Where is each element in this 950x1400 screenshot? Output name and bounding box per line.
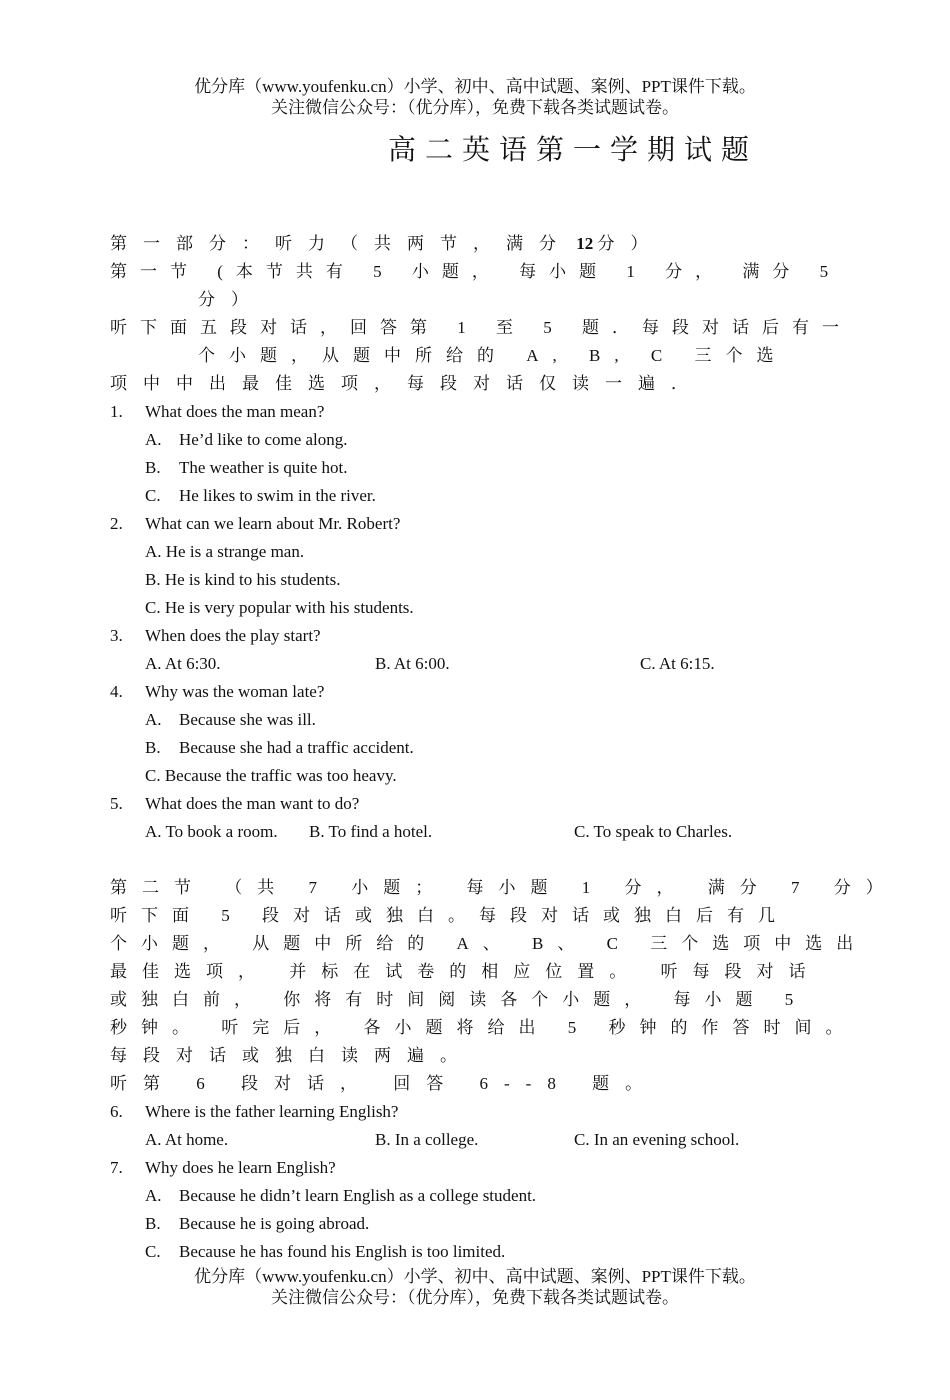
section1-header-cont: 分）	[198, 290, 264, 309]
option: B. Because he is going abroad.	[145, 1214, 370, 1233]
question-2: 2. What can we learn about Mr. Robert?	[110, 514, 401, 533]
option: C. Because the traffic was too heavy.	[145, 766, 397, 785]
option: B. At 6:00.	[375, 654, 450, 673]
section1-instructions: 听下面五段对话，回答第 1 至 5 题．每段对话后有一	[110, 318, 852, 337]
option: A. Because he didn’t learn English as a college student.	[145, 1186, 537, 1205]
part1-heading: 第一部分：听力（共两节，满分 12 分）	[110, 234, 664, 253]
option: A. At 6:30.	[145, 654, 221, 673]
question-4: 4. Why was the woman late?	[110, 682, 325, 701]
section2-header: 第二节 （共 7 小题； 每小题 1 分， 满分 7 分）	[110, 878, 898, 897]
section2-instructions: 每段对话或独白读两遍。	[110, 1046, 473, 1065]
option: B. To find a hotel.	[309, 822, 433, 841]
option: B. Because she had a traffic accident.	[145, 738, 414, 757]
options-row	[110, 818, 840, 846]
question-6: 6. Where is the father learning English?	[110, 1102, 399, 1121]
section2-instructions: 个小题， 从题中所给的 A、 B、 C 三个选项中选出	[110, 934, 868, 953]
option: B. In a college.	[375, 1130, 479, 1149]
section1-header: 第一节 (本节共有 5 小题， 每小题 1 分， 满分 5	[110, 262, 842, 281]
section2-instructions: 秒钟。 听完后， 各小题将给出 5 秒钟的作答时间。	[110, 1018, 857, 1037]
exam-body	[110, 230, 898, 1266]
section2-instructions: 最佳选项， 并标在试卷的相应位置。 听每段对话	[110, 962, 821, 981]
options-row	[110, 1126, 840, 1154]
section2-instructions: 或独白前， 你将有时间阅读各个小题， 每小题 5	[110, 990, 808, 1009]
option: A. He’d like to come along.	[145, 430, 348, 449]
option: B. The weather is quite hot.	[145, 458, 348, 477]
question-5: 5. What does the man want to do?	[110, 794, 360, 813]
option: A. To book a room.	[145, 822, 278, 841]
option: A. At home.	[145, 1130, 229, 1149]
section1-instructions-end: 项中中出最佳选项，每段对话仅读一遍．	[110, 374, 704, 393]
question-1: 1. What does the man mean?	[110, 402, 325, 421]
option: A. He is a strange man.	[145, 542, 305, 561]
section2-instructions: 听下面 5 段对话或独白。每段对话或独白后有几	[110, 906, 789, 925]
question-3: 3. When does the play start?	[110, 626, 321, 645]
banner-line-1: 优分库（www.youfenku.cn）小学、初中、高中试题、案例、PPT课件下载。	[194, 77, 756, 96]
question-7: 7. Why does he learn English?	[110, 1158, 336, 1177]
banner-line-1: 优分库（www.youfenku.cn）小学、初中、高中试题、案例、PPT课件下载。	[194, 1267, 756, 1286]
option: B. He is kind to his students.	[145, 570, 341, 589]
page-title: 高二英语第一学期试题	[388, 135, 759, 166]
header-banner	[0, 76, 950, 118]
option: C. He likes to swim in the river.	[145, 486, 376, 505]
option: C. He is very popular with his students.	[145, 598, 414, 617]
option: C. To speak to Charles.	[574, 822, 733, 841]
option: C. In an evening school.	[574, 1130, 740, 1149]
options-row	[110, 650, 840, 678]
option: A. Because she was ill.	[145, 710, 316, 729]
footer-banner	[0, 1266, 950, 1308]
option: C. At 6:15.	[640, 654, 715, 673]
section1-instructions-cont: 个小题，从题中所给的 A, B, C 三个选	[198, 346, 788, 365]
option: C. Because he has found his English is too limited.	[145, 1242, 506, 1261]
banner-line-2: 关注微信公众号：（优分库），免费下载各类试题试卷。	[271, 98, 679, 117]
banner-line-2: 关注微信公众号：（优分库），免费下载各类试题试卷。	[271, 1288, 679, 1307]
section2-subheading: 听第 6 段对话， 回答 6--8 题。	[110, 1074, 659, 1093]
